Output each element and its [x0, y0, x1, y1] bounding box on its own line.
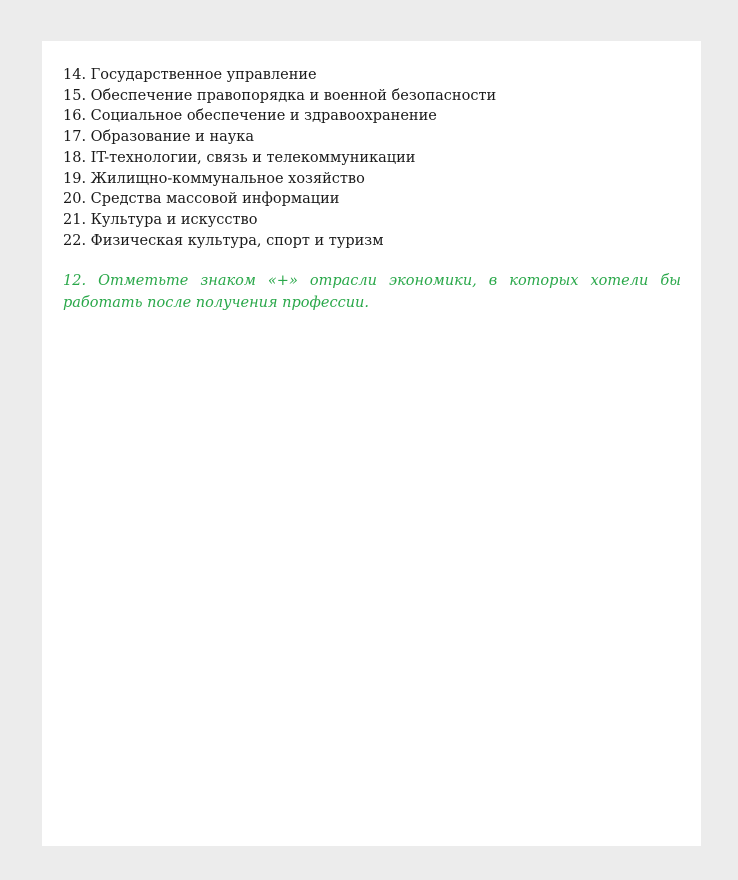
list-item: 18. IT-технологии, связь и телекоммуникации [63, 149, 416, 166]
list-item: 20. Средства массовой информации [63, 191, 340, 208]
list-item: 14. Государственное управление [63, 67, 317, 83]
list-item: 21. Культура и искусство [63, 211, 258, 228]
list-item: 15. Обеспечение правопорядка и военной безопасности [63, 87, 497, 104]
document-page [42, 41, 701, 846]
list-item: 17. Образование и наука [63, 129, 254, 146]
industry-list [63, 65, 496, 251]
question-text: 12. Отметьте знаком «+» отрасли экономики, в которых хотели бы работать после получения профессии. [63, 273, 681, 311]
list-item: 22. Физическая культура, спорт и туризм [63, 232, 384, 249]
list-item: 19. Жилищно-коммунальное хозяйство [63, 170, 365, 187]
list-item: 16. Социальное обеспечение и здравоохранение [63, 108, 437, 125]
